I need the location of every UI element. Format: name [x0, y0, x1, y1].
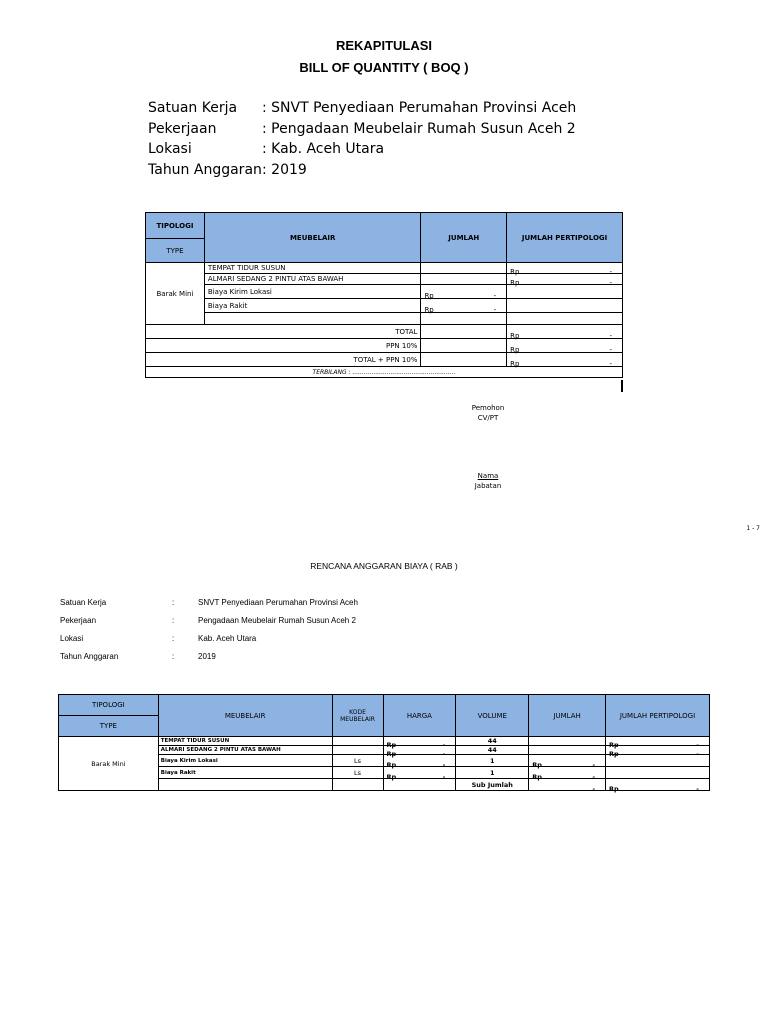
sign-pemohon: Pemohon	[471, 404, 505, 412]
header-meubelair: MEUBELAIR	[204, 213, 421, 263]
total-ppn-value	[507, 353, 623, 367]
empty-cell	[421, 353, 507, 367]
pert-val: -	[609, 279, 612, 287]
rab-header-jumlah: JUMLAH	[529, 695, 606, 737]
ppn-rp: Rp	[510, 345, 520, 354]
jumlah-val: -	[592, 772, 596, 781]
jumlah-rp: Rp	[424, 291, 434, 300]
rab-item-harga	[383, 755, 456, 767]
harga-rp: Rp	[386, 760, 397, 769]
rab-colon: :	[172, 634, 175, 643]
sign-jabatan: Jabatan	[474, 482, 502, 490]
info-label-tahun-anggaran: Tahun Anggaran	[148, 162, 262, 178]
empty-cell	[507, 313, 623, 325]
item-jumlah	[421, 263, 507, 274]
rab-item-kode	[332, 746, 383, 755]
rab-header-harga: HARGA	[383, 695, 456, 737]
rab-item-name: ALMARI SEDANG 2 PINTU ATAS BAWAH	[158, 746, 332, 755]
header-jumlah: JUMLAH	[421, 213, 507, 263]
harga-rp: Rp	[386, 741, 397, 749]
info-label-pekerjaan: Pekerjaan	[148, 121, 217, 137]
rab-item-volume: 44	[456, 737, 529, 746]
rab-header-kode: KODE MEUBELAIR	[332, 695, 383, 737]
rab-item-jumlah	[529, 755, 606, 767]
boq-title: REKAPITULASI	[335, 38, 433, 53]
rab-header-volume: VOLUME	[456, 695, 529, 737]
rab-header-jumlah-pertipologi: JUMLAH PERTIPOLOGI	[606, 695, 710, 737]
rab-type-name: Barak Mini	[59, 737, 159, 791]
boq-subtitle: BILL OF QUANTITY ( BOQ )	[299, 60, 469, 75]
empty-cell	[421, 313, 507, 325]
rab-label-tahun-anggaran: Tahun Anggaran	[60, 652, 119, 661]
terbilang: TERBILANG : ......................................................	[146, 367, 623, 378]
jumlah-val: -	[493, 291, 497, 300]
header-jumlah-pertipologi: JUMLAH PERTIPOLOGI	[507, 213, 623, 263]
item-name: ALMARI SEDANG 2 PINTU ATAS BAWAH	[204, 274, 421, 285]
rab-colon: :	[172, 616, 175, 625]
rab-item-name: Biaya Rakit	[158, 767, 332, 779]
rab-subtotal-jumlah	[529, 779, 606, 791]
rab-item-jumlah	[529, 746, 606, 755]
rab-item-pertipologi	[606, 746, 710, 758]
rab-table	[58, 694, 710, 791]
header-tipologi: TIPOLOGI	[146, 213, 205, 239]
rab-item-jumlah	[529, 767, 606, 779]
rab-subtotal-label: Sub Jumlah	[456, 779, 529, 791]
item-pertipologi	[507, 285, 623, 299]
sign-cvpt: CV/PT	[477, 414, 499, 422]
rab-item-pertipologi	[606, 737, 710, 749]
info-value-tahun-anggaran: : 2019	[262, 162, 307, 178]
rab-item-volume: 1	[456, 755, 529, 767]
item-jumlah	[421, 299, 507, 313]
rab-label-pekerjaan: Pekerjaan	[60, 616, 97, 625]
jumlah-val: -	[592, 760, 596, 769]
rab-item-harga	[383, 737, 456, 749]
pert-val: -	[696, 750, 699, 758]
total-rp: Rp	[510, 331, 520, 340]
rab-header-tipologi: TIPOLOGI	[59, 695, 159, 716]
pert-val: -	[696, 741, 699, 749]
type-name: Barak Mini	[146, 263, 205, 325]
rab-label-satuan-kerja: Satuan Kerja	[60, 598, 107, 607]
pert-rp: Rp	[510, 268, 520, 276]
harga-rp: Rp	[386, 772, 397, 781]
rab-label-lokasi: Lokasi	[60, 634, 84, 643]
table-border-tail	[621, 380, 623, 392]
sign-nama: Nama	[477, 472, 499, 480]
jumlah-rp: Rp	[532, 760, 542, 769]
harga-val: -	[442, 741, 446, 749]
ppn-label: PPN 10%	[146, 339, 421, 353]
rab-header-meubelair: MEUBELAIR	[158, 695, 332, 737]
empty-cell	[421, 325, 507, 339]
rab-item-jumlah	[529, 737, 606, 746]
rab-colon: :	[172, 598, 175, 607]
info-label-satuan-kerja: Satuan Kerja	[148, 100, 238, 116]
harga-rp: Rp	[386, 750, 397, 758]
rab-colon: :	[172, 652, 175, 661]
item-name: Biaya Rakit	[204, 299, 421, 313]
subtotal-pert-rp: Rp	[609, 784, 619, 793]
item-pertipologi	[507, 263, 623, 274]
empty-cell	[158, 779, 332, 791]
rab-value-lokasi: Kab. Aceh Utara	[198, 634, 257, 643]
rab-item-harga	[383, 767, 456, 779]
item-jumlah	[421, 285, 507, 299]
harga-val: -	[442, 772, 446, 781]
subtotal-jumlah-val: -	[592, 784, 596, 793]
rab-value-pekerjaan: Pengadaan Meubelair Rumah Susun Aceh 2	[198, 616, 356, 625]
info-label-lokasi: Lokasi	[148, 141, 192, 157]
rab-value-satuan-kerja: SNVT Penyediaan Perumahan Provinsi Aceh	[198, 598, 358, 607]
rab-item-harga	[383, 746, 456, 758]
rab-item-kode: Ls	[332, 767, 383, 779]
pert-rp: Rp	[609, 750, 619, 758]
empty-cell	[332, 779, 383, 791]
subtotal-pert-val: -	[696, 784, 699, 793]
rab-item-volume: 1	[456, 767, 529, 779]
item-name: TEMPAT TIDUR SUSUN	[204, 263, 421, 274]
rab-item-pertipologi	[606, 767, 710, 779]
rab-subtotal-pertipologi	[606, 779, 710, 791]
jumlah-val: -	[493, 305, 497, 314]
total-ppn-label: TOTAL + PPN 10%	[146, 353, 421, 367]
rab-title: RENCANA ANGGARAN BIAYA ( RAB )	[310, 561, 458, 571]
total-label: TOTAL	[146, 325, 421, 339]
jumlah-rp: Rp	[532, 772, 542, 781]
pert-rp: Rp	[510, 279, 520, 287]
pert-val: -	[609, 268, 612, 276]
pert-rp: Rp	[609, 741, 619, 749]
item-name: Biaya Kirim Lokasi	[204, 285, 421, 299]
boq-table	[145, 212, 623, 378]
item-pertipologi	[507, 274, 623, 285]
rab-value-tahun-anggaran: 2019	[198, 652, 216, 661]
total-val: -	[609, 331, 612, 340]
total-ppn-val: -	[609, 359, 612, 368]
rab-header-type: TYPE	[59, 716, 159, 737]
rab-item-pertipologi	[606, 755, 710, 767]
header-type: TYPE	[146, 239, 205, 263]
ppn-val: -	[609, 345, 612, 354]
rab-item-volume: 44	[456, 746, 529, 755]
page-number: 1 - 7	[746, 525, 760, 532]
rab-item-kode: Ls	[332, 755, 383, 767]
harga-val: -	[442, 750, 446, 758]
empty-cell	[421, 339, 507, 353]
rab-item-kode	[332, 737, 383, 746]
info-value-lokasi: : Kab. Aceh Utara	[262, 141, 385, 157]
jumlah-rp: Rp	[424, 305, 434, 314]
info-value-satuan-kerja: : SNVT Penyediaan Perumahan Provinsi Aceh	[262, 100, 577, 116]
empty-cell	[204, 313, 421, 325]
harga-val: -	[442, 760, 446, 769]
total-value	[507, 325, 623, 339]
item-pertipologi	[507, 299, 623, 313]
ppn-value	[507, 339, 623, 353]
rab-item-name: Biaya Kirim Lokasi	[158, 755, 332, 767]
item-jumlah	[421, 274, 507, 285]
total-ppn-rp: Rp	[510, 359, 520, 368]
rab-item-name: TEMPAT TIDUR SUSUN	[158, 737, 332, 746]
info-value-pekerjaan: : Pengadaan Meubelair Rumah Susun Aceh 2	[262, 121, 576, 137]
